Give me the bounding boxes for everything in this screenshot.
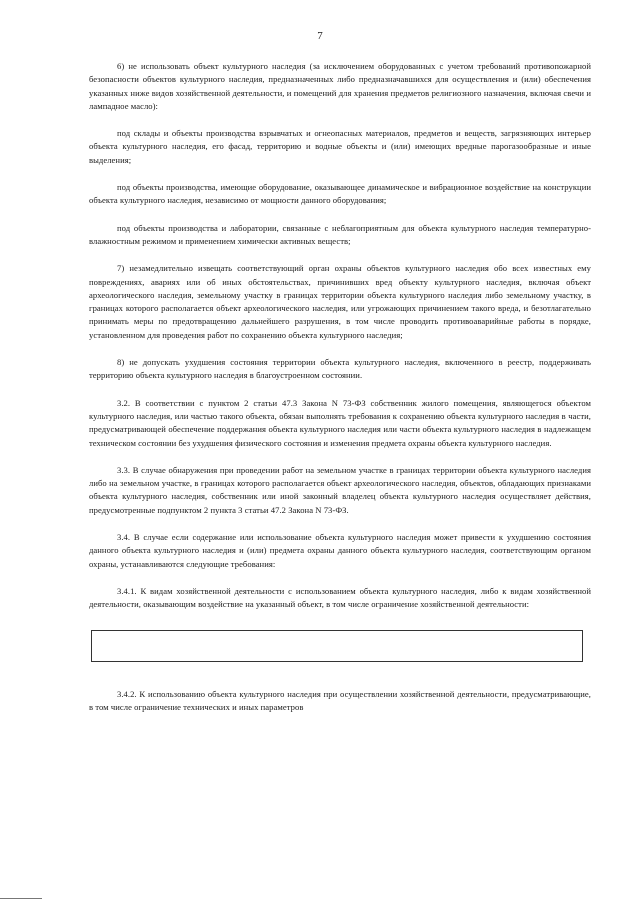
document-body bbox=[89, 60, 591, 714]
answer-box bbox=[91, 630, 583, 662]
paragraph-item-7: 7) незамедлительно извещать соответствующий орган охраны объектов культурного наследия обо всех известных ему повреждениях, авариях или об иных обстоятельствах, причинивших вред объекту культурного наследия, включая объект археологического наследия, земельному участку в границах территории объекта культурного наследия либо земельному участку, в границах которого располагается объект археологического наследия, или угрожающих причинением такого вреда, и безотлагательно принимать меры по предотвращению дальнейшего разрушения, в том числе проводить противоаварийные работы в порядке, установленном для проведения работ по сохранению объекта культурного наследия; bbox=[89, 263, 591, 340]
paragraph-item-8: 8) не допускать ухудшения состояния территории объекта культурного наследия, включенного в реестр, поддерживать территорию объекта культурного наследия в благоустроенном состоянии. bbox=[89, 357, 591, 381]
paragraph-3-3: 3.3. В случае обнаружения при проведении работ на земельном участке в границах территории объекта культурного наследия либо на земельном участке, в границах которого располагается объект археологического наследия, объектов, обладающих признаками объекта культурного наследия, собственник или иной законный владелец объекта культурного наследия осуществляет действия, предусмотренные подпунктом 2 пункта 3 статьи 47.2 Закона N 73-ФЗ. bbox=[89, 464, 591, 515]
page-number: 7 bbox=[317, 30, 323, 42]
paragraph-production-objects: под объекты производства, имеющие оборудование, оказывающее динамическое и вибрационное воздействие на конструкции объекта культурного наследия, независимо от мощности данного оборудования; bbox=[89, 182, 591, 206]
paragraph-3-4: 3.4. В случае если содержание или использование объекта культурного наследия может привести к ухудшению состояния данного объекта культурного наследия и (или) предмета охраны данного объекта культурного наследия, соответствующим органом охраны, устанавливаются следующие требования: bbox=[89, 532, 591, 569]
paragraph-warehouses: под склады и объекты производства взрывчатых и огнеопасных материалов, предметов и веществ, загрязняющих интерьер объекта культурного наследия, его фасад, территорию и водные объекты и (или) имеющих вредные парогазообразные и иные выделения; bbox=[89, 128, 591, 165]
paragraph-3-4-2: 3.4.2. К использованию объекта культурного наследия при осуществлении хозяйственной деятельности, предусматривающие, в том числе ограничение технических и иных параметров bbox=[89, 688, 591, 712]
paragraph-laboratories: под объекты производства и лаборатории, связанные с неблагоприятным для объекта культурного наследия температурно-влажностным режимом и применением химически активных веществ; bbox=[89, 222, 591, 246]
paragraph-item-6: 6) не использовать объект культурного наследия (за исключением оборудованных с учетом требований противопожарной безопасности объектов культурного наследия, предназначенных либо предназначавшихся для осуществления и (или) обеспечения указанных ниже видов хозяйственной деятельности, и помещений для хранения предметов религиозного назначения, включая свечи и лампадное масло): bbox=[89, 61, 591, 111]
footnote-divider bbox=[0, 898, 42, 899]
paragraph-3-2: 3.2. В соответствии с пунктом 2 статьи 47.3 Закона N 73-ФЗ собственник жилого помещения, являющегося объектом культурного наследия, или частью такого объекта, обязан выполнять требования к сохранению объекта культурного наследия в части, предусматривающей обеспечение поддержания объекта культурного наследия или части объекта культурного наследия в надлежащем техническом состоянии без ухудшения физического состояния и изменения предмета охраны объекта культурного наследия. bbox=[89, 397, 591, 448]
paragraph-3-4-1: 3.4.1. К видам хозяйственной деятельности с использованием объекта культурного наследия, либо к видам хозяйственной деятельности, оказывающим воздействие на указанный объект, в том числе ограничение хозяйственной деятельности: bbox=[89, 585, 591, 610]
